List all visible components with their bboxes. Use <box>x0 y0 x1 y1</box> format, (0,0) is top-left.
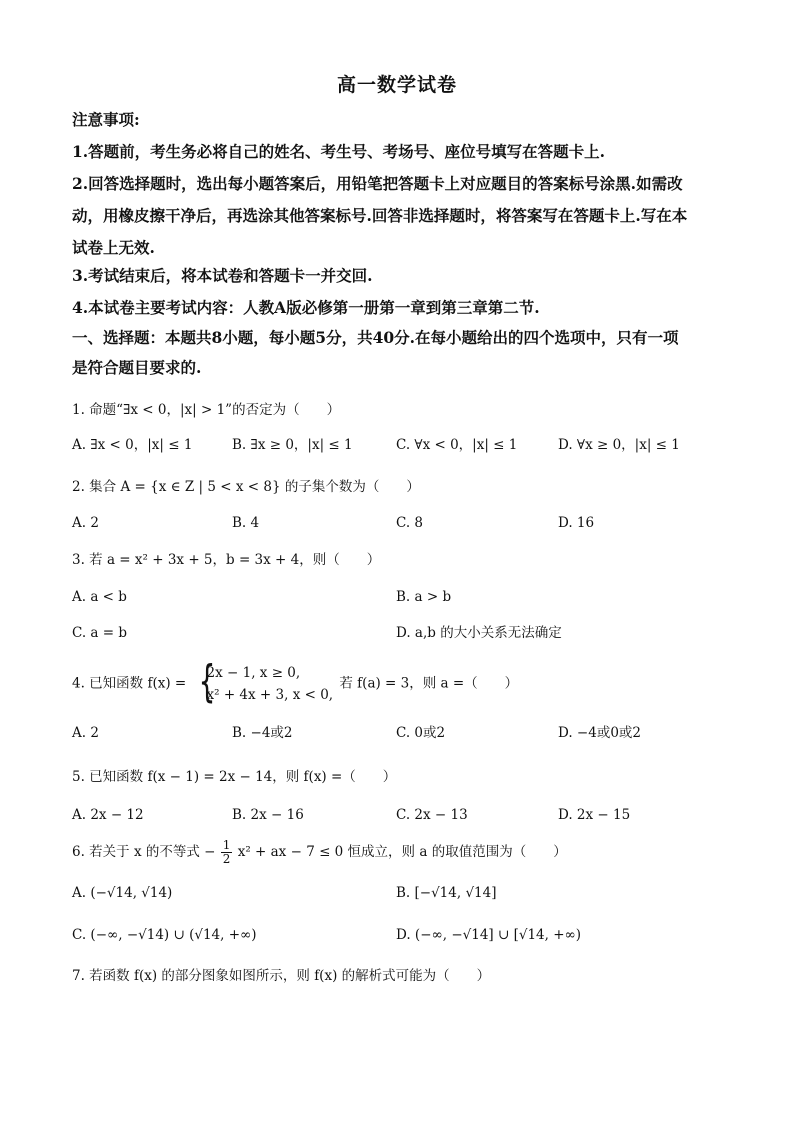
question-4-stem <box>72 656 519 707</box>
question-4-option-d: D. −4或0或2 <box>558 725 642 741</box>
notice-line-5: 3.考试结束后，将本试卷和答题卡一并交回. <box>72 266 373 285</box>
question-4-option-a: A. 2 <box>72 725 99 741</box>
question-5-option-b: B. 2x − 16 <box>232 807 304 823</box>
piecewise-case-2: x² + 4x + 3, x < 0, <box>206 687 334 703</box>
notice-line-4: 试卷上无效. <box>72 238 155 257</box>
notice-line-2: 2.回答选择题时，选出每小题答案后，用铅笔把答题卡上对应题目的答案标号涂黑.如需改 <box>72 174 683 193</box>
fraction-one-half <box>221 839 233 866</box>
question-7-stem: 7. 若函数 f(x) 的部分图象如图所示，则 f(x) 的解析式可能为（ ） <box>72 968 491 984</box>
question-2-stem: 2. 集合 A = {x ∈ Z | 5 < x < 8} 的子集个数为（ ） <box>72 479 420 495</box>
question-4-option-c: C. 0或2 <box>396 725 446 741</box>
notice-line-6: 4.本试卷主要考试内容：人教A版必修第一册第一章到第三章第二节. <box>72 298 540 317</box>
question-1-option-b: B. ∃x ≥ 0，|x| ≤ 1 <box>232 437 353 453</box>
question-3-option-b: B. a > b <box>396 589 452 605</box>
question-3-stem: 3. 若 a = x² + 3x + 5，b = 3x + 4，则（ ） <box>72 552 381 568</box>
question-5-stem: 5. 已知函数 f(x − 1) = 2x − 14，则 f(x) =（ ） <box>72 769 397 785</box>
question-6-option-a: A. (−√14, √14) <box>72 885 173 901</box>
question-1-option-c: C. ∀x < 0，|x| ≤ 1 <box>396 437 518 453</box>
question-6-option-c: C. (−∞, −√14) ∪ (√14, +∞) <box>72 927 257 943</box>
question-4-stem-suffix: 若 f(a) = 3，则 a =（ ） <box>339 675 519 692</box>
question-3-option-c: C. a = b <box>72 625 128 641</box>
fraction-numerator: 1 <box>222 838 231 852</box>
question-2-option-d: D. 16 <box>558 515 595 531</box>
question-6-stem-prefix: 6. 若关于 x 的不等式 − <box>72 844 216 860</box>
question-4-option-b: B. −4或2 <box>232 725 293 741</box>
question-2-option-c: C. 8 <box>396 515 424 531</box>
piecewise-case-1: 2x − 1, x ≥ 0, <box>206 665 301 681</box>
question-1-option-d: D. ∀x ≥ 0，|x| ≤ 1 <box>558 437 680 453</box>
notice-heading: 注意事项: <box>72 110 140 129</box>
question-6-stem <box>72 838 567 866</box>
question-3-option-d: D. a,b 的大小关系无法确定 <box>396 625 562 641</box>
section-heading-line-2: 是符合题目要求的. <box>72 358 202 377</box>
question-2-option-b: B. 4 <box>232 515 260 531</box>
fraction-denominator: 2 <box>222 852 231 866</box>
notice-line-3: 动，用橡皮擦干净后，再选涂其他答案标号.回答非选择题时，将答案写在答题卡上.写在本 <box>72 206 688 225</box>
question-5-option-d: D. 2x − 15 <box>558 807 631 823</box>
notice-line-1: 1.答题前，考生务必将自己的姓名、考生号、考场号、座位号填写在答题卡上. <box>72 142 606 161</box>
question-6-option-b: B. [−√14, √14] <box>396 885 497 901</box>
question-1-stem: 1. 命题“∃x < 0，|x| > 1”的否定为（ ） <box>72 402 341 418</box>
question-3-option-a: A. a < b <box>72 589 127 605</box>
section-heading-line-1: 一、选择题：本题共8小题，每小题5分，共40分.在每小题给出的四个选项中，只有一项 <box>72 328 679 347</box>
question-4-stem-prefix: 4. 已知函数 f(x) = <box>72 675 187 692</box>
question-5-option-a: A. 2x − 12 <box>72 807 144 823</box>
page-title: 高一数学试卷 <box>336 74 457 96</box>
question-6-stem-suffix: x² + ax − 7 ≤ 0 恒成立，则 a 的取值范围为（ ） <box>237 844 567 860</box>
question-6-option-d: D. (−∞, −√14] ∪ [√14, +∞) <box>396 927 582 943</box>
question-5-option-c: C. 2x − 13 <box>396 807 468 823</box>
question-1-option-a: A. ∃x < 0，|x| ≤ 1 <box>72 437 193 453</box>
left-brace-icon: { <box>198 656 215 707</box>
question-2-option-a: A. 2 <box>72 515 99 531</box>
piecewise-function <box>193 656 334 707</box>
